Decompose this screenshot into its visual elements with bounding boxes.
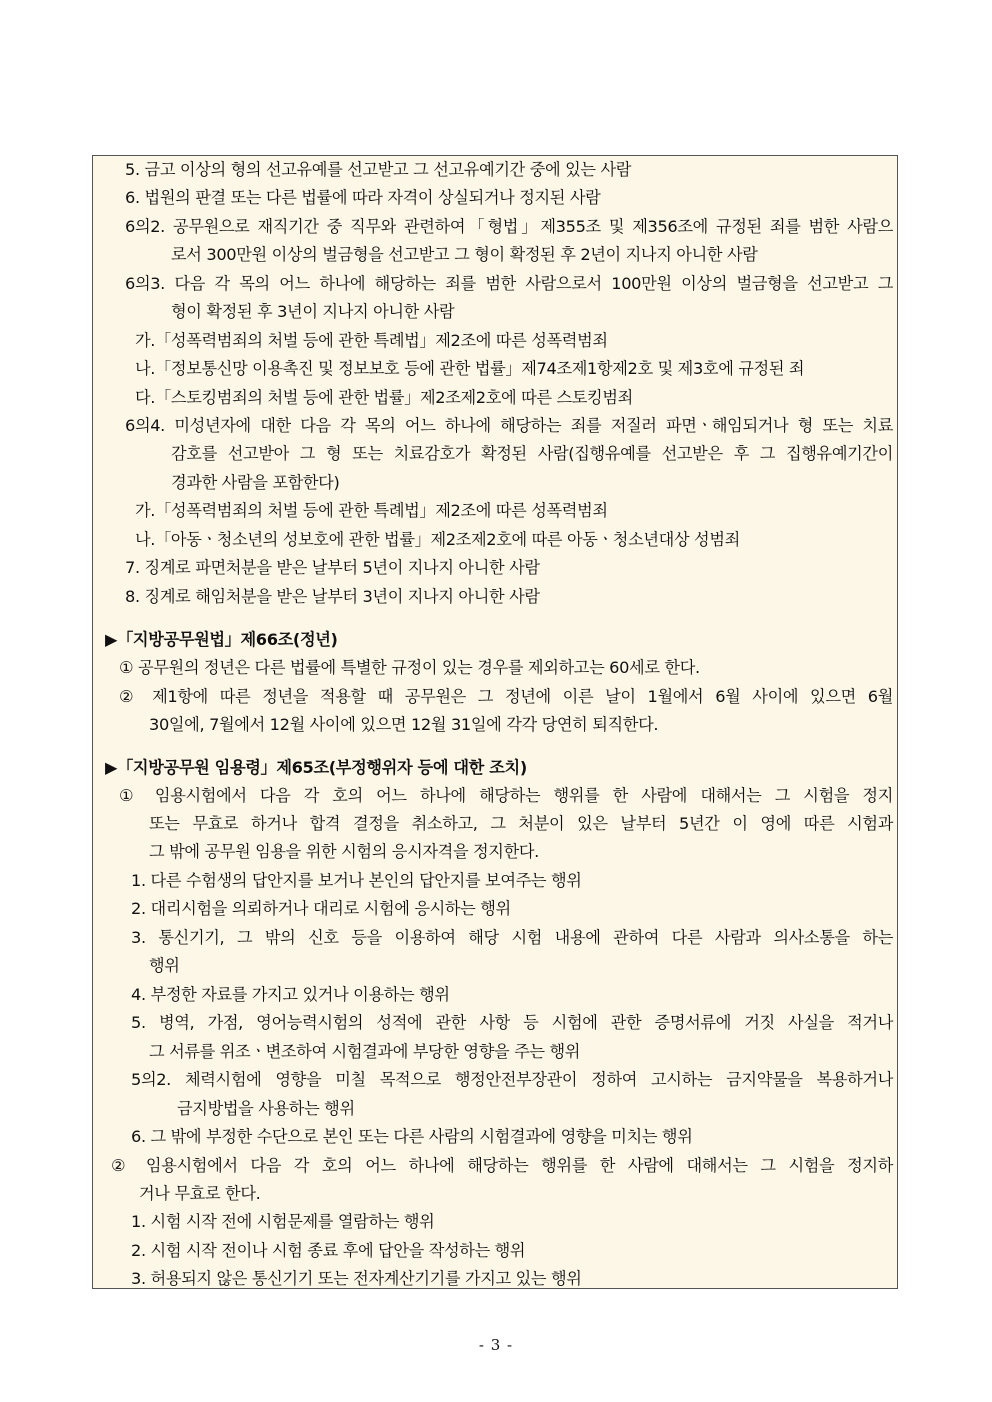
clause-line: ① 공무원의 정년은 다른 법률에 특별한 규정이 있는 경우를 제외하고는 60세로 한다. [119,658,700,677]
clause-line: 나.「정보통신망 이용촉진 및 정보보호 등에 관한 법률」제74조제1항제2호 및 제3호에 규정된 죄 [135,359,805,378]
clause-line: 로서 300만원 이상의 벌금형을 선고받고 그 형이 확정된 후 2년이 지나지 아니한 사람 [171,245,758,264]
clause-line: 5. 금고 이상의 형의 선고유예를 선고받고 그 선고유예기간 중에 있는 사람 [125,160,632,179]
clause-line: 7. 징계로 파면처분을 받은 날부터 5년이 지나지 아니한 사람 [125,558,540,577]
clause-line: 5. 병역, 가점, 영어능력시험의 성적에 관한 사항 등 시험에 관한 증명서류에 거짓 사실을 적거나 [131,1013,893,1032]
clause-line: 2. 대리시험을 의뢰하거나 대리로 시험에 응시하는 행위 [131,899,511,918]
clause-line: 6의4. 미성년자에 대한 다음 각 목의 어느 하나에 해당하는 죄를 저질러 파면ㆍ해임되거나 형 또는 치료 [125,416,893,435]
clause-line: 1. 시험 시작 전에 시험문제를 열람하는 행위 [131,1212,435,1231]
clause-line: 30일에, 7월에서 12월 사이에 있으면 12월 31일에 각각 당연히 퇴직한다. [149,715,659,734]
clause-line: 경과한 사람을 포함한다) [171,473,340,492]
clause-line: 6의2. 공무원으로 재직기간 중 직무와 관련하여「형법」제355조 및 제356조에 규정된 죄를 범한 사람으 [125,217,893,236]
clause-line: 2. 시험 시작 전이나 시험 종료 후에 답안을 작성하는 행위 [131,1241,526,1260]
clause-line: 6의3. 다음 각 목의 어느 하나에 해당하는 죄를 범한 사람으로서 100만원 이상의 벌금형을 선고받고 그 [125,274,893,293]
clause-line: ① 임용시험에서 다음 각 호의 어느 하나에 해당하는 행위를 한 사람에 대해서는 그 시험을 정지 [119,786,893,805]
clause-line: 4. 부정한 자료를 가지고 있거나 이용하는 행위 [131,985,450,1004]
clause-line: 금지방법을 사용하는 행위 [177,1099,355,1118]
clause-line: 5의2. 체력시험에 영향을 미칠 목적으로 행정안전부장관이 정하여 고시하는 금지약물을 복용하거나 [131,1070,893,1089]
document-text-box [92,155,898,1289]
clause-line: 그 밖에 공무원 임용을 위한 시험의 응시자격을 정지한다. [149,842,539,861]
clause-line: 그 서류를 위조ㆍ변조하여 시험결과에 부당한 영향을 주는 행위 [149,1042,581,1061]
clause-line: 나.「아동ㆍ청소년의 성보호에 관한 법률」제2조제2호에 따른 아동ㆍ청소년대상 성범죄 [135,530,740,549]
page-number: - 3 - [478,1336,514,1354]
clause-line: 3. 허용되지 않은 통신기기 또는 전자계산기기를 가지고 있는 행위 [131,1269,582,1288]
clause-line: ② 임용시험에서 다음 각 호의 어느 하나에 해당하는 행위를 한 사람에 대해서는 그 시험을 정지하 [111,1156,893,1175]
clause-line: 행위 [149,956,180,975]
clause-line: 감호를 선고받아 그 형 또는 치료감호가 확정된 사람(집행유예를 선고받은 후 그 집행유예기간이 [171,444,893,463]
clause-line: 6. 법원의 판결 또는 다른 법률에 따라 자격이 상실되거나 정지된 사람 [125,188,601,207]
section-heading: ▶「지방공무원법」제66조(정년) [105,630,338,649]
clause-line: 1. 다른 수험생의 답안지를 보거나 본인의 답안지를 보여주는 행위 [131,871,582,890]
clause-line: 다.「스토킹범죄의 처벌 등에 관한 법률」제2조제2호에 따른 스토킹범죄 [135,388,633,407]
clause-line: 8. 징계로 해임처분을 받은 날부터 3년이 지나지 아니한 사람 [125,587,540,606]
clause-line: 거나 무효로 한다. [139,1184,261,1203]
clause-line: 가.「성폭력범죄의 처벌 등에 관한 특례법」제2조에 따른 성폭력범죄 [135,331,608,350]
clause-line: 가.「성폭력범죄의 처벌 등에 관한 특례법」제2조에 따른 성폭력범죄 [135,501,608,520]
clause-line: 또는 무효로 하거나 합격 결정을 취소하고, 그 처분이 있은 날부터 5년간 이 영에 따른 시험과 [149,814,893,833]
clause-line: 형이 확정된 후 3년이 지나지 아니한 사람 [171,302,455,321]
clause-line: ② 제1항에 따른 정년을 적용할 때 공무원은 그 정년에 이른 날이 1월에서 6월 사이에 있으면 6월 [119,687,893,706]
section-heading: ▶「지방공무원 임용령」제65조(부정행위자 등에 대한 조치) [105,758,527,777]
clause-line: 6. 그 밖에 부정한 수단으로 본인 또는 다른 사람의 시험결과에 영향을 미치는 행위 [131,1127,693,1146]
clause-line: 3. 통신기기, 그 밖의 신호 등을 이용하여 해당 시험 내용에 관하여 다른 사람과 의사소통을 하는 [131,928,893,947]
